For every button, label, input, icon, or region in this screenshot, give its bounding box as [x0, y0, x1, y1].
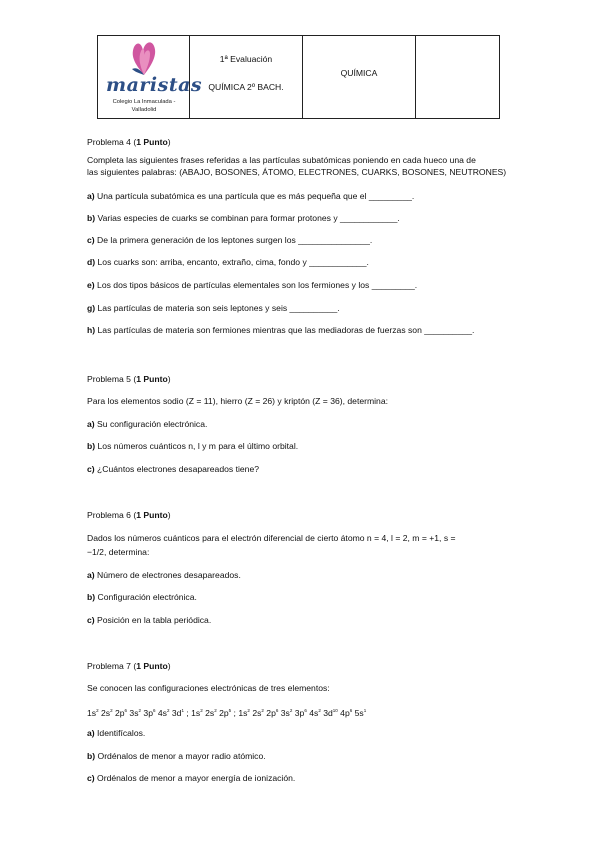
orbital-term: 1s: [87, 708, 97, 718]
orbital-term: ; 1s: [231, 708, 248, 718]
orbital-term: 3d: [320, 708, 333, 718]
problem-7-intro: Se conocen las configuraciones electrónicas de tres elementos:: [87, 683, 330, 693]
problem-4-title: Problema 4 (1 Punto): [87, 137, 171, 147]
orbital-term: 3d: [169, 708, 182, 718]
problem-5-item-a: a) Su configuración electrónica.: [87, 419, 208, 429]
header-table: [97, 35, 500, 119]
problem-4-item-g: g) Las partículas de materia son seis leptones y seis __________.: [87, 303, 340, 313]
problem-5-item-b: b) Los números cuánticos n, l y m para el último orbital.: [87, 441, 299, 451]
orbital-term: 2s: [98, 708, 111, 718]
orbital-term: 2p: [263, 708, 276, 718]
orbital-term: 2p: [112, 708, 125, 718]
marist-logo-icon: [124, 39, 164, 77]
orbital-exponent: 6: [304, 708, 307, 713]
orbital-term: 4s: [155, 708, 167, 718]
problem-6-item-b: b) Configuración electrónica.: [87, 592, 197, 602]
orbital-exponent: 6: [275, 708, 279, 713]
logo-cell: [98, 36, 203, 118]
problem-4-intro-cont: las siguientes palabras: (ABAJO, BOSONES, ÁTOMO, ELECTRONES, CUARKS, BOSONES, NEUTRONES): [87, 167, 507, 177]
problem-7-item-a: a) Identifícalos.: [87, 728, 146, 738]
orbital-exponent: 2: [96, 708, 99, 713]
orbital-exponent: 2: [318, 708, 321, 713]
orbital-exponent: 2: [110, 708, 113, 713]
school-name: Colegio La Inmaculada - Valladolid: [112, 99, 176, 113]
orbital-term: 2p: [216, 708, 229, 718]
orbital-exponent: 6: [152, 708, 156, 713]
evaluation-label: 1ª Evaluación: [219, 54, 273, 64]
problem-7-title: Problema 7 (1 Punto): [87, 661, 171, 671]
orbital-exponent: 10: [332, 708, 338, 713]
orbital-exponent: 2: [247, 708, 250, 713]
orbital-term: 3s: [127, 708, 139, 718]
problem-7-item-b: b) Ordénalos de menor a mayor radio atómico.: [87, 751, 266, 761]
problem-4-item-d: d) Los cuarks son: arriba, encanto, extraño, cima, fondo y ____________.: [87, 257, 369, 267]
course-label: QUÍMICA 2º BACH.: [208, 82, 284, 92]
orbital-exponent: 2: [214, 708, 217, 713]
subject-label: QUÍMICA: [340, 68, 378, 78]
orbital-exponent: 6: [124, 708, 128, 713]
problem-4-item-c: c) De la primera generación de los leptones surgen los _______________.: [87, 235, 373, 245]
orbital-term: 3p: [292, 708, 305, 718]
orbital-exponent: 5: [228, 708, 232, 713]
orbital-exponent: 1: [181, 708, 184, 713]
problem-7-item-c: c) Ordénalos de menor a mayor energía de ionización.: [87, 773, 296, 783]
problem-4-item-e: e) Los dos tipos básicos de partículas elementales son los fermiones y los _________.: [87, 280, 418, 290]
blank-cell: [416, 36, 499, 118]
problem-5-title: Problema 5 (1 Punto): [87, 374, 171, 384]
orbital-exponent: 2: [261, 708, 264, 713]
orbital-exponent: 2: [200, 708, 203, 713]
problem-6-intro: Dados los números cuánticos para el electrón diferencial de cierto átomo n = 4, l = 2, m = +1, s =: [87, 533, 456, 543]
problem-4-item-b: b) Varias especies de cuarks se combinan para formar protones y ____________.: [87, 213, 400, 223]
problem-4-item-a: a) Una partícula subatómica es una partícula que es más pequeña que el _________.: [87, 191, 415, 201]
orbital-term: 2s: [249, 708, 262, 718]
problem-6-intro-cont: −1/2, determina:: [87, 547, 150, 557]
orbital-term: 5s: [352, 708, 364, 718]
problem-4-item-h: h) Las partículas de materia son fermiones mientras que las mediadoras de fuerzas son __________.: [87, 325, 475, 335]
orbital-exponent: 2: [289, 708, 293, 713]
orbital-term: 4s: [306, 708, 319, 718]
problem-5-item-c: c) ¿Cuántos electrones desapareados tiene?: [87, 464, 259, 474]
orbital-exponent: 1: [363, 708, 367, 713]
orbital-term: 2s: [202, 708, 215, 718]
orbital-exponent: 2: [166, 708, 170, 713]
orbital-exponent: 6: [349, 708, 353, 713]
orbital-term: 3s: [278, 708, 290, 718]
problem-6-item-a: a) Número de electrones desapareados.: [87, 570, 241, 580]
electron-configurations: [87, 705, 366, 719]
logo-wordmark: maristas: [106, 74, 203, 96]
problem-6-item-c: c) Posición en la tabla periódica.: [87, 615, 212, 625]
orbital-term: 3p: [141, 708, 153, 718]
problem-4-intro: Completa las siguientes frases referidas a las partículas subatómicas poniendo en cada hueco una de: [87, 155, 476, 165]
orbital-exponent: 2: [138, 708, 142, 713]
orbital-term: ; 1s: [183, 708, 201, 718]
evaluation-cell: [190, 36, 303, 118]
problem-6-title: Problema 6 (1 Punto): [87, 510, 171, 520]
subject-cell: [303, 36, 416, 118]
problem-5-intro: Para los elementos sodio (Z = 11), hierro (Z = 26) y kriptón (Z = 36), determina:: [87, 396, 388, 406]
orbital-term: 4p: [337, 708, 350, 718]
